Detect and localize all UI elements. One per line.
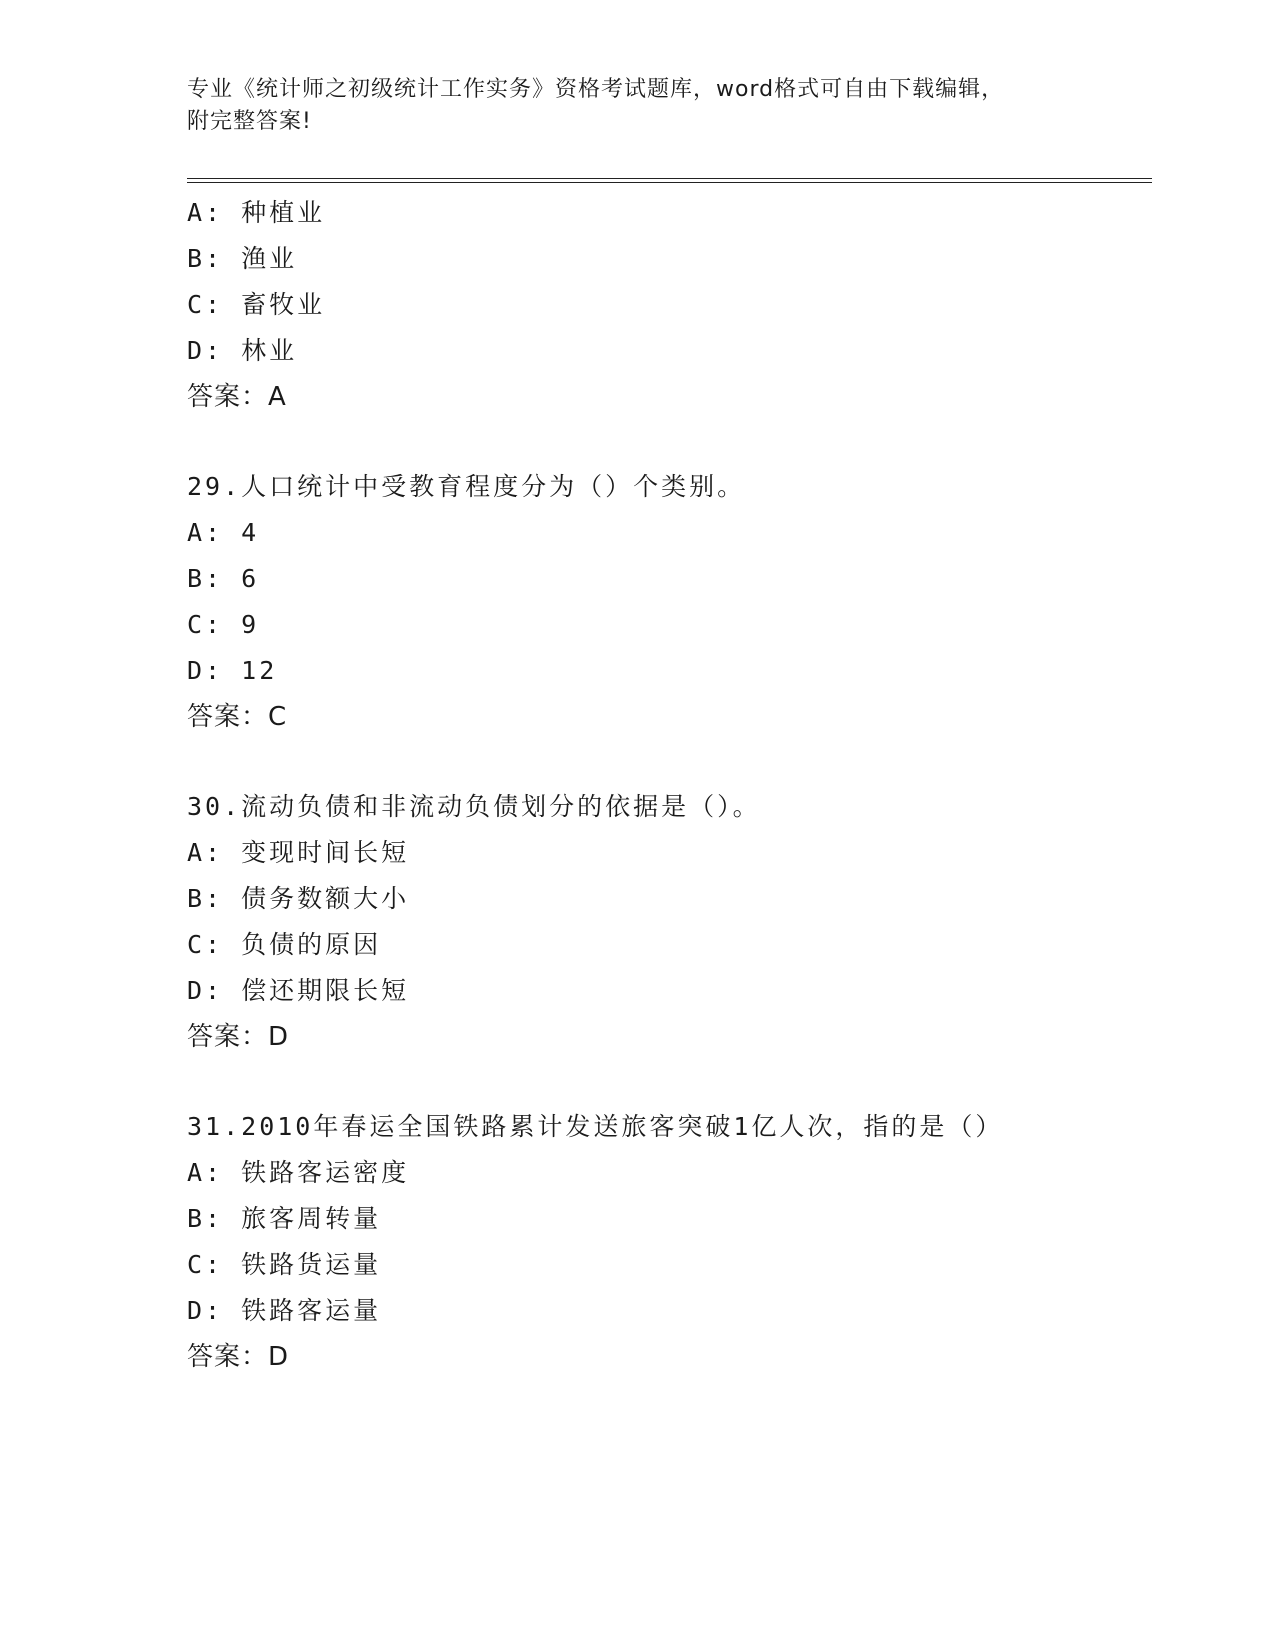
option-d: D: 铁路客运量: [187, 1296, 382, 1325]
question-30-block: [187, 784, 1152, 1060]
option-b: B: 旅客周转量: [187, 1204, 382, 1233]
option-a: A: 铁路客运密度: [187, 1158, 410, 1187]
option-b: B: 6: [187, 564, 260, 593]
option-d: D: 林业: [187, 336, 298, 365]
spacer: [187, 740, 1152, 784]
answer: 答案：C: [187, 702, 288, 732]
option-a: A: 4: [187, 518, 260, 547]
option-b: B: 债务数额大小: [187, 884, 410, 913]
question-29-block: [187, 464, 1152, 740]
header-line-2: 附完整答案!: [187, 109, 312, 134]
header-rule-bottom: [187, 182, 1152, 183]
question-28-block: [187, 190, 1152, 420]
question-31-block: [187, 1104, 1152, 1380]
option-c: C: 9: [187, 610, 260, 639]
answer: 答案：A: [187, 382, 287, 412]
option-c: C: 畜牧业: [187, 290, 326, 319]
document-header: [187, 74, 1067, 138]
question-text: 31.2010年春运全国铁路累计发送旅客突破1亿人次，指的是（）: [187, 1112, 1004, 1141]
option-a: A: 种植业: [187, 198, 326, 227]
option-a: A: 变现时间长短: [187, 838, 410, 867]
answer: 答案：D: [187, 1342, 290, 1372]
header-line-1: 专业《统计师之初级统计工作实务》资格考试题库，word格式可自由下载编辑，: [187, 77, 1005, 102]
option-d: D: 偿还期限长短: [187, 976, 410, 1005]
answer: 答案：D: [187, 1022, 290, 1052]
spacer: [187, 1060, 1152, 1104]
option-b: B: 渔业: [187, 244, 298, 273]
question-list: [187, 190, 1152, 1380]
option-c: C: 铁路货运量: [187, 1250, 382, 1279]
spacer: [187, 420, 1152, 464]
question-text: 29.人口统计中受教育程度分为（）个类别。: [187, 472, 746, 501]
option-c: C: 负债的原因: [187, 930, 382, 959]
header-rule-top: [187, 178, 1152, 179]
option-d: D: 12: [187, 656, 278, 685]
question-text: 30.流动负债和非流动负债划分的依据是（）。: [187, 792, 761, 821]
